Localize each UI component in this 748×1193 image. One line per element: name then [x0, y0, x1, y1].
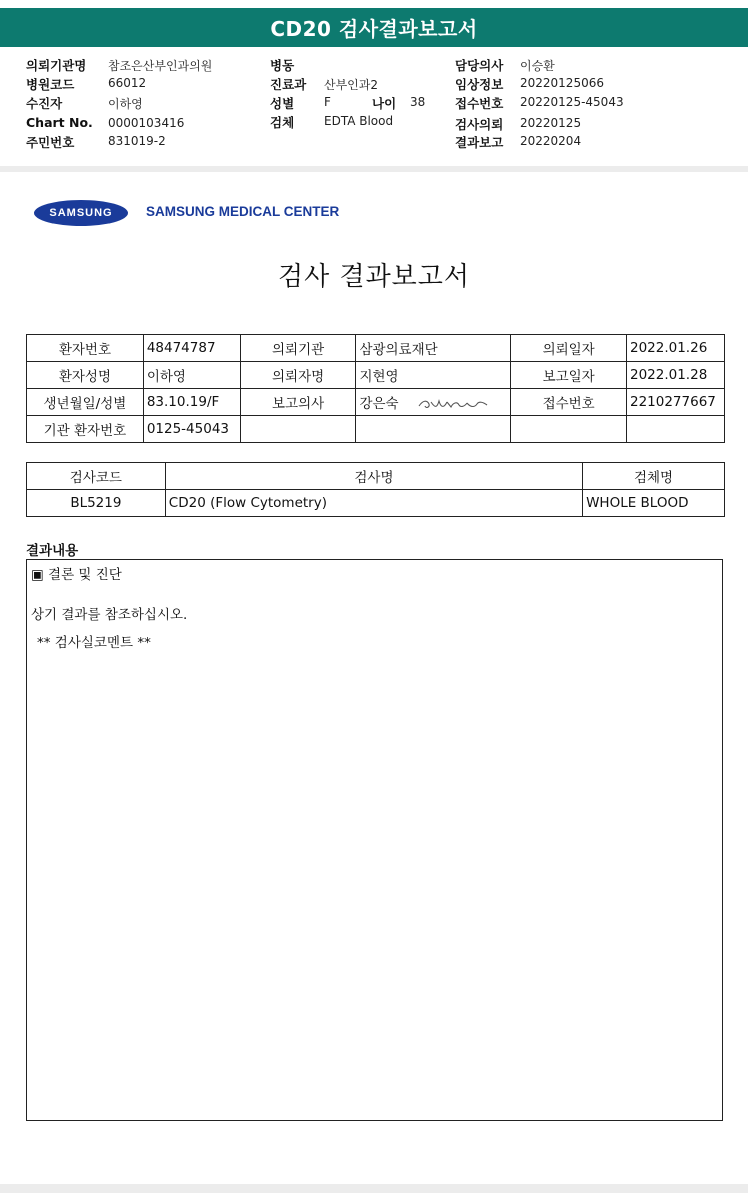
- table-row: [27, 490, 725, 517]
- result-box: [26, 559, 723, 1121]
- requester-label: 의뢰자명: [240, 362, 356, 389]
- receipt-no-value: 2210277667: [626, 389, 724, 416]
- report-date-value: 20220204: [520, 134, 582, 148]
- reporting-doctor-cell: [356, 389, 511, 416]
- institution-patient-id-label: 기관 환자번호: [27, 416, 144, 443]
- divider-bar: [0, 166, 748, 172]
- age-value: 38: [410, 95, 426, 109]
- receipt-no-value: 20220125-45043: [520, 95, 624, 109]
- test-table: [26, 462, 725, 517]
- empty-cell: [626, 416, 724, 443]
- table-row: [27, 335, 725, 362]
- specimen-label: 검체: [270, 115, 295, 130]
- patient-table: [26, 334, 725, 443]
- resident-no-value: 831019-2: [108, 134, 166, 148]
- patient-name-value: 이하영: [143, 362, 240, 389]
- summary-panel: [0, 47, 748, 167]
- result-text: 상기 결과를 참조하십시오.: [31, 607, 188, 623]
- report-title: 검사 결과보고서: [277, 262, 471, 292]
- specimen-name-header: 검체명: [583, 463, 725, 490]
- recipient-label: 수진자: [26, 96, 63, 111]
- center-name: SAMSUNG MEDICAL CENTER: [146, 204, 340, 219]
- clinical-info-label: 임상정보: [455, 77, 504, 92]
- ordering-institution-label: 의뢰기관명: [26, 58, 87, 73]
- empty-cell: [511, 416, 627, 443]
- birth-sex-label: 생년월일/성별: [27, 389, 144, 416]
- receipt-no-label: 접수번호: [455, 96, 504, 111]
- specimen-name-value: WHOLE BLOOD: [583, 490, 725, 517]
- requester-value: 지현영: [356, 362, 511, 389]
- specimen-value: EDTA Blood: [324, 114, 394, 128]
- patient-name-label: 환자성명: [27, 362, 144, 389]
- reporting-doctor-value: 강은숙: [359, 396, 399, 412]
- ward-label: 병동: [270, 58, 295, 73]
- request-date-value: 2022.01.26: [626, 335, 724, 362]
- empty-cell: [240, 416, 356, 443]
- request-date-value: 20220125: [520, 116, 582, 130]
- test-code-header: 검사코드: [27, 463, 166, 490]
- resident-no-label: 주민번호: [26, 135, 75, 150]
- result-section-label: 결과내용: [26, 543, 79, 559]
- receipt-no-label: 접수번호: [511, 389, 627, 416]
- department-label: 진료과: [270, 77, 307, 92]
- page-title: CD20 검사결과보고서: [0, 8, 748, 47]
- request-date-label: 검사의뢰: [455, 117, 504, 132]
- test-code-value: BL5219: [27, 490, 166, 517]
- hospital-code-label: 병원코드: [26, 77, 75, 92]
- top-strip: [0, 0, 748, 8]
- report-date-label: 결과보고: [455, 135, 504, 150]
- patient-id-value: 48474787: [143, 335, 240, 362]
- table-row: [27, 389, 725, 416]
- signature-image: [417, 396, 489, 412]
- birth-sex-value: 83.10.19/F: [143, 389, 240, 416]
- ordering-org-label: 의뢰기관: [240, 335, 356, 362]
- age-label: 나이: [372, 96, 397, 111]
- chart-no-value: 0000103416: [108, 116, 185, 130]
- sex-label: 성별: [270, 96, 295, 111]
- result-heading: ▣ 결론 및 진단: [31, 567, 122, 583]
- samsung-logo: SAMSUNG: [34, 200, 128, 226]
- ordering-org-value: 삼광의료재단: [356, 335, 511, 362]
- test-name-header: 검사명: [165, 463, 582, 490]
- report-date-label: 보고일자: [511, 362, 627, 389]
- recipient-value: 이하영: [108, 97, 143, 111]
- table-row: [27, 362, 725, 389]
- ordering-institution-value: 참조은산부인과의원: [108, 59, 213, 73]
- department-value: 산부인과2: [324, 78, 379, 92]
- table-header-row: [27, 463, 725, 490]
- lab-comment: ** 검사실코멘트 **: [37, 635, 151, 651]
- patient-id-label: 환자번호: [27, 335, 144, 362]
- table-row: [27, 416, 725, 443]
- request-date-label: 의뢰일자: [511, 335, 627, 362]
- report-date-value: 2022.01.28: [626, 362, 724, 389]
- chart-no-label: Chart No.: [26, 115, 93, 130]
- hospital-code-value: 66012: [108, 76, 147, 90]
- sex-value: F: [324, 95, 331, 109]
- reporting-doctor-label: 보고의사: [240, 389, 356, 416]
- doctor-value: 이승환: [520, 59, 555, 73]
- test-name-value: CD20 (Flow Cytometry): [165, 490, 582, 517]
- clinical-info-value: 20220125066: [520, 76, 604, 90]
- empty-cell: [356, 416, 511, 443]
- institution-patient-id-value: 0125-45043: [143, 416, 240, 443]
- doctor-label: 담당의사: [455, 58, 504, 73]
- bottom-bar: [0, 1184, 748, 1193]
